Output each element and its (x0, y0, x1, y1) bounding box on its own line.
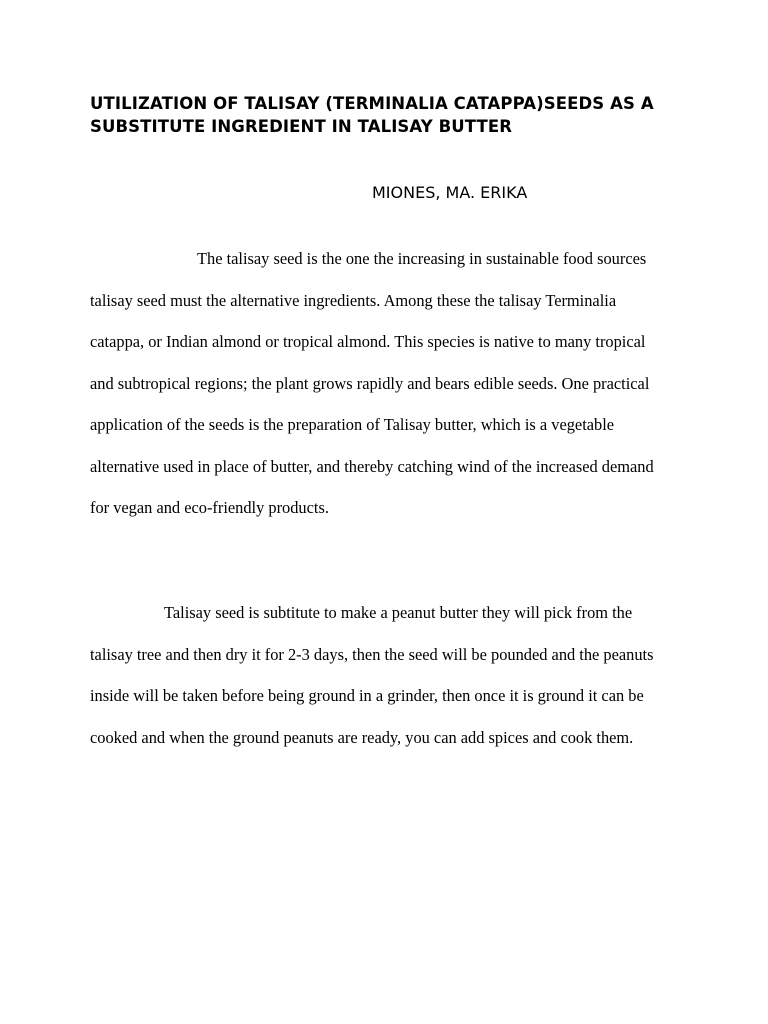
body-paragraph-1: The talisay seed is the one the increasing in sustainable food sources talisay seed must the alternative ingredients. Among these the talisay Terminalia catappa, or Indian almond or tropical almond. This species is native to many tropical and subtropical regions; the plant grows rapidly and bears edible seeds. One practical application of the seeds is the preparation of Talisay butter, which is a vegetable alternative used in place of butter, and thereby catching wind of the increased demand for vegan and eco-friendly products. (90, 249, 654, 517)
body-paragraph-2: Talisay seed is subtitute to make a peanut butter they will pick from the talisay tree and then dry it for 2-3 days, then the seed will be pounded and the peanuts inside will be taken before being ground in a grinder, then once it is ground it can be cooked and when the ground peanuts are ready, you can add spices and cook them. (90, 603, 654, 747)
author-name: MIONES, MA. ERIKA (372, 183, 528, 202)
document-title: UTILIZATION OF TALISAY (TERMINALIA CATAPPA)SEEDS AS A SUBSTITUTE INGREDIENT IN TALISAY BUTTER (90, 94, 654, 136)
